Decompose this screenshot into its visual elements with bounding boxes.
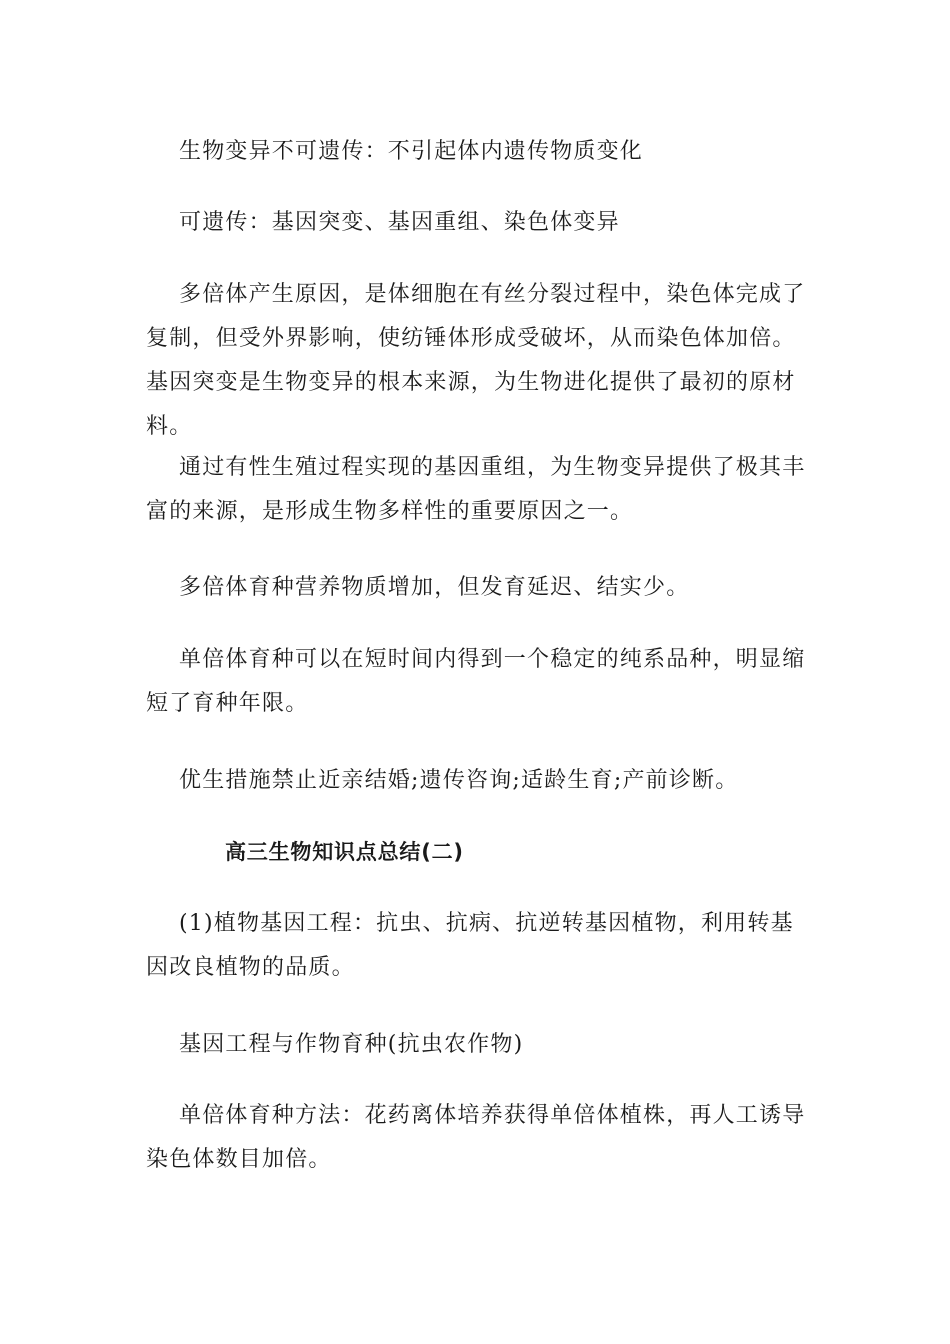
paragraph-variation-non-heritable: 生物变异不可遗传：不引起体内遗传物质变化 [179, 139, 644, 164]
paragraph-heritable-variation: 可遗传：基因突变、基因重组、染色体变异 [179, 210, 620, 235]
paragraph-polyploid-cause: 多倍体产生原因，是体细胞在有丝分裂过程中，染色体完成了复制，但受外界影响，使纺锤体形成受破坏，从而染色体加倍。基因突变是生物变异的根本来源，为生物进化提供了最初的原材料。 [146, 282, 806, 439]
paragraph-gene-recombination: 通过有性生殖过程实现的基因重组，为生物变异提供了极其丰富的来源，是形成生物多样性的重要原因之一。 [146, 455, 806, 524]
paragraph-haploid-method: 单倍体育种方法：花药离体培养获得单倍体植株，再人工诱导染色体数目加倍。 [146, 1103, 806, 1172]
paragraph-eugenics-measures: 优生措施禁止近亲结婚;遗传咨询;适龄生育;产前诊断。 [179, 768, 739, 793]
section-heading: 高三生物知识点总结(二) [225, 840, 464, 864]
paragraph-haploid-breeding: 单倍体育种可以在短时间内得到一个稳定的纯系品种，明显缩短了育种年限。 [146, 647, 806, 716]
paragraph-plant-genetic-engineering: (1)植物基因工程：抗虫、抗病、抗逆转基因植物，利用转基因改良植物的品质。 [146, 911, 794, 980]
paragraph-polyploid-breeding: 多倍体育种营养物质增加，但发育延迟、结实少。 [179, 575, 690, 600]
paragraph-genetic-engineering-breeding: 基因工程与作物育种(抗虫农作物) [179, 1032, 524, 1057]
